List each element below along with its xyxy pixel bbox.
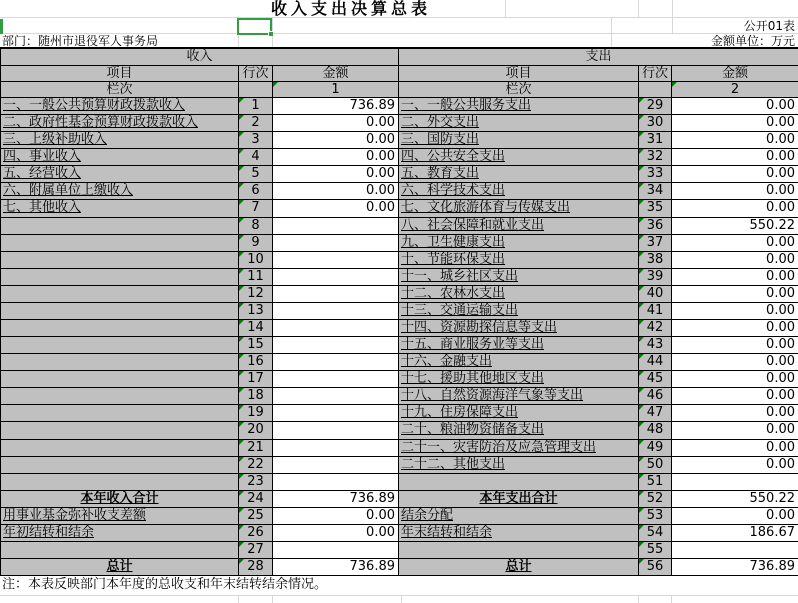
row-selection-indicator xyxy=(0,19,3,34)
table-row xyxy=(399,132,798,149)
amount-cell[interactable]: 0.00 xyxy=(672,457,798,474)
line-cell[interactable]: 9 xyxy=(239,235,273,252)
gridline xyxy=(238,595,239,603)
lanci-line-cell[interactable] xyxy=(239,82,273,98)
amount-unit-label[interactable]: 金额单位：万元 xyxy=(710,34,795,48)
item-cell[interactable]: 十六、金融支出 xyxy=(399,354,639,371)
amount-cell[interactable]: 0.00 xyxy=(672,371,798,388)
item-cell[interactable] xyxy=(1,337,239,354)
amount-cell[interactable]: 0.00 xyxy=(672,440,798,457)
table-row xyxy=(1,559,399,576)
item-cell[interactable] xyxy=(1,286,239,303)
table-row xyxy=(1,508,399,525)
item-cell[interactable]: 四、事业收入 xyxy=(1,149,239,166)
table-row xyxy=(1,405,399,422)
gridline xyxy=(611,17,612,47)
table-row xyxy=(399,388,798,405)
lanci-value-cell[interactable]: 1 xyxy=(273,82,399,98)
item-cell[interactable] xyxy=(1,388,239,405)
amount-cell[interactable]: 0.00 xyxy=(672,354,798,371)
gridline xyxy=(272,595,273,603)
sheet-title[interactable]: 收入支出决算总表 xyxy=(270,0,431,18)
item-cell[interactable]: 总计 xyxy=(399,559,639,576)
line-cell[interactable]: 47 xyxy=(639,405,672,422)
line-cell[interactable]: 50 xyxy=(639,457,672,474)
line-cell[interactable]: 12 xyxy=(239,286,273,303)
line-cell[interactable]: 26 xyxy=(239,525,273,542)
expenditure-header-row xyxy=(399,66,798,82)
table-row xyxy=(399,303,798,320)
item-cell[interactable]: 十七、援助其他地区支出 xyxy=(399,371,639,388)
table-row xyxy=(399,559,798,576)
item-cell[interactable]: 十、节能环保支出 xyxy=(399,252,639,269)
item-cell[interactable] xyxy=(1,542,239,559)
amount-cell[interactable]: 0.00 xyxy=(672,508,798,525)
table-row xyxy=(1,200,399,217)
amount-cell[interactable] xyxy=(273,252,399,269)
gridline xyxy=(638,595,639,603)
line-cell[interactable]: 32 xyxy=(639,149,672,166)
line-cell[interactable]: 16 xyxy=(239,354,273,371)
gridline xyxy=(0,595,798,596)
table-row xyxy=(1,235,399,252)
line-cell[interactable]: 44 xyxy=(639,354,672,371)
line-cell[interactable]: 25 xyxy=(239,508,273,525)
table-row xyxy=(1,286,399,303)
income-section xyxy=(1,49,399,576)
item-cell[interactable]: 九、卫生健康支出 xyxy=(399,235,639,252)
table-row xyxy=(1,132,399,149)
item-cell[interactable] xyxy=(1,405,239,422)
amount-cell[interactable]: 0.00 xyxy=(672,183,798,200)
item-cell[interactable]: 本年支出合计 xyxy=(399,491,639,508)
item-cell[interactable]: 一、一般公共预算财政拨款收入 xyxy=(1,98,239,115)
amount-cell[interactable] xyxy=(273,320,399,337)
item-cell[interactable]: 结余分配 xyxy=(399,508,639,525)
line-cell[interactable]: 5 xyxy=(239,166,273,183)
income-column-index-row xyxy=(1,82,399,98)
amount-cell[interactable]: 550.22 xyxy=(672,491,798,508)
expenditure-column-index-row xyxy=(399,82,798,98)
line-cell[interactable]: 36 xyxy=(639,218,672,235)
table-row xyxy=(399,166,798,183)
table-row xyxy=(1,354,399,371)
item-cell[interactable]: 本年收入合计 xyxy=(1,491,239,508)
line-cell[interactable]: 21 xyxy=(239,440,273,457)
line-cell[interactable]: 11 xyxy=(239,269,273,286)
item-cell[interactable]: 十四、资源勘探信息等支出 xyxy=(399,320,639,337)
table-row xyxy=(1,166,399,183)
income-banner-row xyxy=(1,49,399,66)
item-cell[interactable]: 五、经营收入 xyxy=(1,166,239,183)
line-cell[interactable]: 39 xyxy=(639,269,672,286)
line-cell[interactable]: 3 xyxy=(239,132,273,149)
item-cell[interactable]: 六、附属单位上缴收入 xyxy=(1,183,239,200)
line-cell[interactable]: 48 xyxy=(639,422,672,439)
line-cell[interactable]: 19 xyxy=(239,405,273,422)
table-row xyxy=(399,508,798,525)
line-cell[interactable]: 6 xyxy=(239,183,273,200)
item-cell[interactable]: 用事业基金弥补收支差额 xyxy=(1,508,239,525)
line-cell[interactable]: 1 xyxy=(239,98,273,115)
item-cell[interactable]: 二十二、其他支出 xyxy=(399,457,639,474)
table-row xyxy=(1,183,399,200)
item-cell[interactable] xyxy=(1,354,239,371)
item-cell[interactable] xyxy=(1,303,239,320)
table-row xyxy=(399,320,798,337)
table-row xyxy=(1,422,399,439)
table-row xyxy=(399,337,798,354)
table-row xyxy=(399,542,798,559)
table-row xyxy=(1,371,399,388)
lanci-value-cell[interactable]: 2 xyxy=(672,82,798,98)
item-cell[interactable]: 十二、农林水支出 xyxy=(399,286,639,303)
item-cell[interactable]: 十一、城乡社区支出 xyxy=(399,269,639,286)
table-row xyxy=(1,542,399,559)
item-cell[interactable] xyxy=(1,235,239,252)
item-cell[interactable]: 十三、交通运输支出 xyxy=(399,303,639,320)
line-cell[interactable]: 31 xyxy=(639,132,672,149)
item-header-cell[interactable]: 项目 xyxy=(399,66,639,82)
line-cell[interactable]: 24 xyxy=(239,491,273,508)
item-cell[interactable]: 年末结转和结余 xyxy=(399,525,639,542)
item-cell[interactable]: 总计 xyxy=(1,559,239,576)
item-cell[interactable]: 十八、自然资源海洋气象等支出 xyxy=(399,388,639,405)
table-row xyxy=(399,525,798,542)
item-cell[interactable] xyxy=(1,320,239,337)
line-cell[interactable]: 33 xyxy=(639,166,672,183)
amount-cell[interactable]: 0.00 xyxy=(672,98,798,115)
amount-cell[interactable] xyxy=(273,235,399,252)
amount-cell[interactable]: 736.89 xyxy=(273,491,399,508)
amount-cell[interactable]: 0.00 xyxy=(672,235,798,252)
amount-cell[interactable]: 0.00 xyxy=(672,405,798,422)
line-cell[interactable]: 29 xyxy=(639,98,672,115)
table-row xyxy=(399,269,798,286)
line-cell[interactable]: 41 xyxy=(639,303,672,320)
table-row xyxy=(399,474,798,491)
item-cell[interactable] xyxy=(1,269,239,286)
amount-cell[interactable] xyxy=(672,542,798,559)
amount-cell[interactable]: 0.00 xyxy=(672,303,798,320)
amount-cell[interactable] xyxy=(273,457,399,474)
income-rows xyxy=(1,98,399,576)
expenditure-section xyxy=(399,49,798,576)
amount-cell[interactable]: 0.00 xyxy=(273,183,399,200)
item-cell[interactable]: 二十、粮油物资储备支出 xyxy=(399,422,639,439)
table-row xyxy=(1,252,399,269)
amount-cell[interactable] xyxy=(273,474,399,491)
line-header-cell[interactable]: 行次 xyxy=(639,66,672,82)
line-cell[interactable]: 15 xyxy=(239,337,273,354)
line-header-cell[interactable]: 行次 xyxy=(239,66,273,82)
amount-cell[interactable] xyxy=(273,371,399,388)
table-row xyxy=(399,115,798,132)
amount-cell[interactable]: 0.00 xyxy=(672,200,798,217)
table-row xyxy=(1,98,399,115)
amount-cell[interactable] xyxy=(273,542,399,559)
amount-cell[interactable] xyxy=(672,474,798,491)
line-cell[interactable]: 34 xyxy=(639,183,672,200)
amount-cell[interactable]: 0.00 xyxy=(672,269,798,286)
amount-cell[interactable]: 0.00 xyxy=(672,252,798,269)
table-row xyxy=(1,474,399,491)
table-row xyxy=(399,252,798,269)
line-cell[interactable]: 17 xyxy=(239,371,273,388)
amount-cell[interactable] xyxy=(273,286,399,303)
line-cell[interactable]: 37 xyxy=(639,235,672,252)
table-row xyxy=(399,457,798,474)
income-banner-cell[interactable]: 收入 xyxy=(1,49,399,66)
item-cell[interactable]: 一、一般公共服务支出 xyxy=(399,98,639,115)
table-row xyxy=(399,371,798,388)
table-row xyxy=(1,457,399,474)
selected-cell-cursor[interactable] xyxy=(237,18,272,35)
amount-cell[interactable]: 0.00 xyxy=(672,166,798,183)
item-cell[interactable]: 七、文化旅游体育与传媒支出 xyxy=(399,200,639,217)
lanci-label-cell[interactable]: 栏次 xyxy=(399,82,639,98)
expenditure-rows xyxy=(399,98,798,576)
line-cell[interactable]: 35 xyxy=(639,200,672,217)
department-label[interactable]: 部门：随州市退役军人事务局 xyxy=(2,34,159,48)
line-cell[interactable]: 49 xyxy=(639,440,672,457)
amount-cell[interactable] xyxy=(273,269,399,286)
table-row xyxy=(399,235,798,252)
amount-cell[interactable]: 0.00 xyxy=(672,320,798,337)
table-row xyxy=(1,115,399,132)
item-cell[interactable] xyxy=(1,474,239,491)
table-row xyxy=(1,320,399,337)
amount-cell[interactable]: 0.00 xyxy=(672,337,798,354)
item-cell[interactable]: 年初结转和结余 xyxy=(1,525,239,542)
amount-cell[interactable]: 0.00 xyxy=(273,508,399,525)
line-cell[interactable]: 10 xyxy=(239,252,273,269)
item-cell[interactable] xyxy=(1,440,239,457)
table-row xyxy=(399,218,798,235)
doc-number-label[interactable]: 公开01表 xyxy=(743,19,795,33)
amount-cell[interactable]: 186.67 xyxy=(672,525,798,542)
amount-cell[interactable]: 0.00 xyxy=(672,388,798,405)
line-cell[interactable]: 43 xyxy=(639,337,672,354)
table-row xyxy=(1,388,399,405)
table-row xyxy=(399,422,798,439)
amount-cell[interactable] xyxy=(273,303,399,320)
item-cell[interactable] xyxy=(1,218,239,235)
gridline xyxy=(401,595,402,603)
table-row xyxy=(1,218,399,235)
line-cell[interactable]: 46 xyxy=(639,388,672,405)
line-cell[interactable]: 56 xyxy=(639,559,672,576)
amount-cell[interactable] xyxy=(273,422,399,439)
line-cell[interactable]: 22 xyxy=(239,457,273,474)
amount-cell[interactable]: 736.89 xyxy=(672,559,798,576)
table-row xyxy=(399,200,798,217)
lanci-label-cell[interactable]: 栏次 xyxy=(1,82,239,98)
item-cell[interactable] xyxy=(1,422,239,439)
expenditure-banner-row xyxy=(399,49,798,66)
gridline xyxy=(671,595,672,603)
line-cell[interactable]: 20 xyxy=(239,422,273,439)
table-row xyxy=(399,98,798,115)
line-cell[interactable]: 4 xyxy=(239,149,273,166)
table-row xyxy=(1,491,399,508)
fill-handle[interactable] xyxy=(268,31,273,36)
item-cell[interactable] xyxy=(399,474,639,491)
line-cell[interactable]: 28 xyxy=(239,559,273,576)
amount-cell[interactable]: 0.00 xyxy=(672,422,798,439)
item-cell[interactable] xyxy=(1,252,239,269)
item-cell[interactable]: 三、上级补助收入 xyxy=(1,132,239,149)
line-cell[interactable]: 53 xyxy=(639,508,672,525)
expenditure-banner-cell[interactable]: 支出 xyxy=(399,49,798,66)
amount-cell[interactable]: 0.00 xyxy=(273,115,399,132)
table-row xyxy=(399,491,798,508)
amount-cell[interactable] xyxy=(273,337,399,354)
item-cell[interactable]: 二、外交支出 xyxy=(399,115,639,132)
item-cell[interactable]: 二、政府性基金预算财政拨款收入 xyxy=(1,115,239,132)
amount-cell[interactable]: 0.00 xyxy=(273,132,399,149)
amount-cell[interactable]: 0.00 xyxy=(672,286,798,303)
amount-cell[interactable]: 550.22 xyxy=(672,218,798,235)
line-cell[interactable]: 38 xyxy=(639,252,672,269)
item-cell[interactable]: 三、国防支出 xyxy=(399,132,639,149)
amount-cell[interactable]: 0.00 xyxy=(672,115,798,132)
table-row xyxy=(399,354,798,371)
item-cell[interactable] xyxy=(1,457,239,474)
amount-cell[interactable] xyxy=(273,218,399,235)
table-row xyxy=(1,149,399,166)
line-cell[interactable]: 7 xyxy=(239,200,273,217)
item-cell[interactable] xyxy=(399,542,639,559)
line-cell[interactable]: 45 xyxy=(639,371,672,388)
amount-cell[interactable] xyxy=(273,440,399,457)
table-row xyxy=(1,440,399,457)
amount-cell[interactable]: 0.00 xyxy=(273,149,399,166)
line-cell[interactable]: 8 xyxy=(239,218,273,235)
item-cell[interactable]: 五、教育支出 xyxy=(399,166,639,183)
amount-cell[interactable]: 736.89 xyxy=(273,559,399,576)
item-cell[interactable] xyxy=(1,371,239,388)
item-cell[interactable]: 十九、住房保障支出 xyxy=(399,405,639,422)
amount-cell[interactable] xyxy=(273,405,399,422)
line-cell[interactable]: 18 xyxy=(239,388,273,405)
amount-header-cell[interactable]: 金额 xyxy=(273,66,399,82)
table-row xyxy=(399,405,798,422)
line-cell[interactable]: 30 xyxy=(639,115,672,132)
amount-cell[interactable]: 0.00 xyxy=(672,149,798,166)
table-row xyxy=(1,337,399,354)
item-cell[interactable]: 六、科学技术支出 xyxy=(399,183,639,200)
line-cell[interactable]: 40 xyxy=(639,286,672,303)
income-header-row xyxy=(1,66,399,82)
lanci-line-cell[interactable] xyxy=(639,82,672,98)
table-row xyxy=(399,149,798,166)
line-cell[interactable]: 54 xyxy=(639,525,672,542)
decision-summary-table xyxy=(0,47,798,576)
amount-cell[interactable] xyxy=(273,354,399,371)
table-row xyxy=(1,269,399,286)
amount-cell[interactable]: 0.00 xyxy=(273,525,399,542)
amount-cell[interactable] xyxy=(273,388,399,405)
line-cell[interactable]: 2 xyxy=(239,115,273,132)
table-row xyxy=(399,286,798,303)
item-cell[interactable]: 二十一、灾害防治及应急管理支出 xyxy=(399,440,639,457)
table-row xyxy=(399,440,798,457)
table-row xyxy=(1,525,399,542)
table-row xyxy=(399,183,798,200)
line-cell[interactable]: 55 xyxy=(639,542,672,559)
line-cell[interactable]: 27 xyxy=(239,542,273,559)
line-cell[interactable]: 14 xyxy=(239,320,273,337)
item-header-cell[interactable]: 项目 xyxy=(1,66,239,82)
amount-cell[interactable]: 736.89 xyxy=(273,98,399,115)
line-cell[interactable]: 42 xyxy=(639,320,672,337)
table-row xyxy=(1,303,399,320)
item-cell[interactable]: 十五、商业服务业等支出 xyxy=(399,337,639,354)
line-cell[interactable]: 51 xyxy=(639,474,672,491)
line-cell[interactable]: 23 xyxy=(239,474,273,491)
item-cell[interactable]: 七、其他收入 xyxy=(1,200,239,217)
table-note[interactable]: 注：本表反映部门本年度的总收支和年末结转结余情况。 xyxy=(0,576,798,595)
amount-cell[interactable]: 0.00 xyxy=(672,132,798,149)
amount-cell[interactable]: 0.00 xyxy=(273,200,399,217)
line-cell[interactable]: 13 xyxy=(239,303,273,320)
line-cell[interactable]: 52 xyxy=(639,491,672,508)
item-cell[interactable]: 八、社会保障和就业支出 xyxy=(399,218,639,235)
amount-header-cell[interactable]: 金额 xyxy=(672,66,798,82)
amount-cell[interactable]: 0.00 xyxy=(273,166,399,183)
item-cell[interactable]: 四、公共安全支出 xyxy=(399,149,639,166)
